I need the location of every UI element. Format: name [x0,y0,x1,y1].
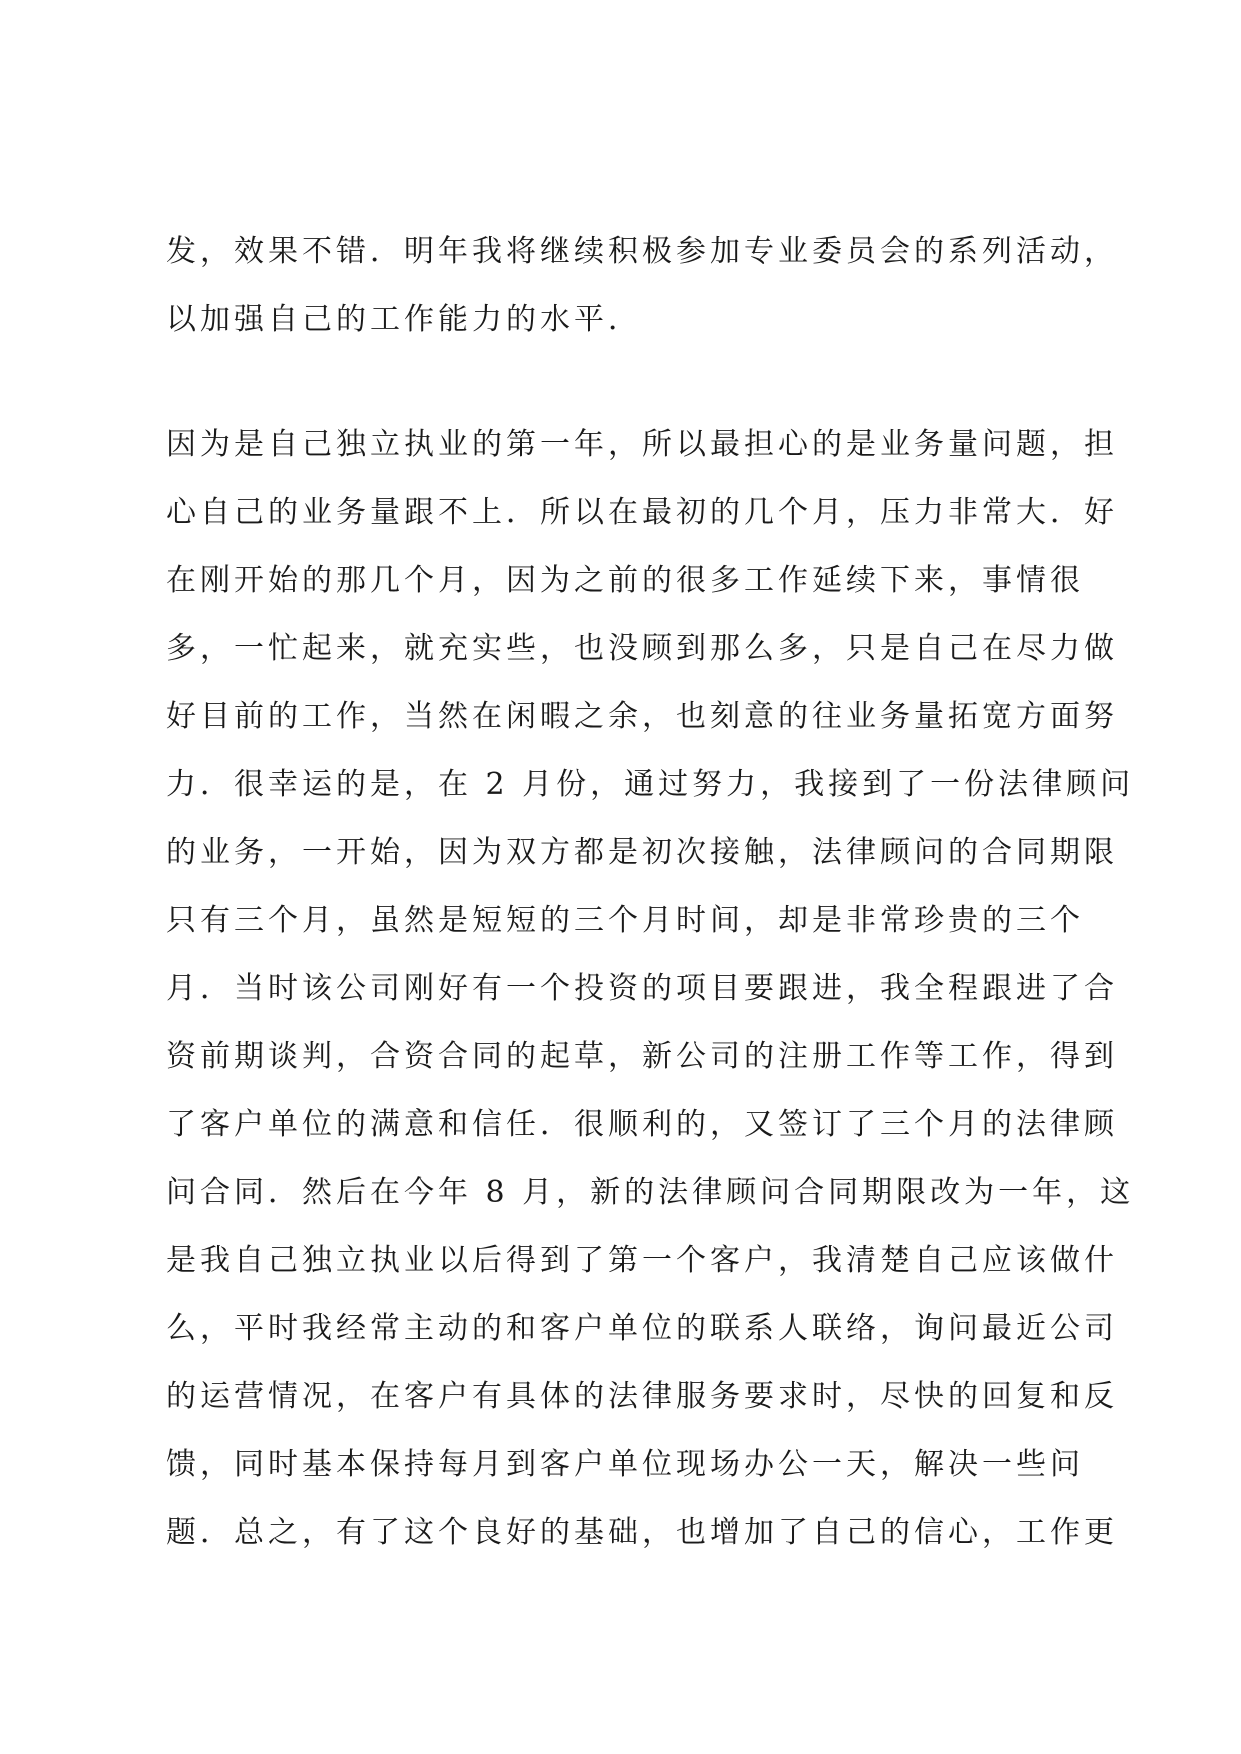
text-line: 是我自己独立执业以后得到了第一个客户，我清楚自己应该做什 [166,1243,1118,1278]
text-line: 的业务，一开始，因为双方都是初次接触，法律顾问的合同期限 [166,835,1118,870]
text-line: 了客户单位的满意和信任．很顺利的，又签订了三个月的法律顾 [166,1107,1118,1142]
paragraph-1 [166,218,1118,354]
text-line: 在刚开始的那几个月，因为之前的很多工作延续下来，事情很 [166,563,1084,598]
text-line: 只有三个月，虽然是短短的三个月时间，却是非常珍贵的三个 [166,903,1084,938]
text-line: 心自己的业务量跟不上．所以在最初的几个月，压力非常大．好 [166,495,1118,530]
text-line: 题．总之，有了这个良好的基础，也增加了自己的信心，工作更 [166,1515,1118,1550]
text-line: 月．当时该公司刚好有一个投资的项目要跟进，我全程跟进了合 [166,971,1118,1006]
text-line: 资前期谈判，合资合同的起草，新公司的注册工作等工作，得到 [166,1039,1118,1074]
text-line: 馈，同时基本保持每月到客户单位现场办公一天，解决一些问 [166,1447,1084,1482]
text-line: 么，平时我经常主动的和客户单位的联系人联络，询问最近公司 [166,1311,1118,1346]
text-line: 以加强自己的工作能力的水平． [166,302,642,337]
text-line: 问合同．然后在今年 8 月，新的法律顾问合同期限改为一年，这 [166,1175,1135,1210]
text-line: 好目前的工作，当然在闲暇之余，也刻意的往业务量拓宽方面努 [166,699,1118,734]
text-line: 的运营情况，在客户有具体的法律服务要求时，尽快的回复和反 [166,1379,1118,1414]
text-line: 力．很幸运的是，在 2 月份，通过努力，我接到了一份法律顾问 [166,767,1135,802]
paragraph-2 [166,411,1135,1567]
text-line: 因为是自己独立执业的第一年，所以最担心的是业务量问题，担 [166,427,1118,462]
text-line: 发，效果不错．明年我将继续积极参加专业委员会的系列活动， [166,234,1118,269]
text-line: 多，一忙起来，就充实些，也没顾到那么多，只是自己在尽力做 [166,631,1118,666]
